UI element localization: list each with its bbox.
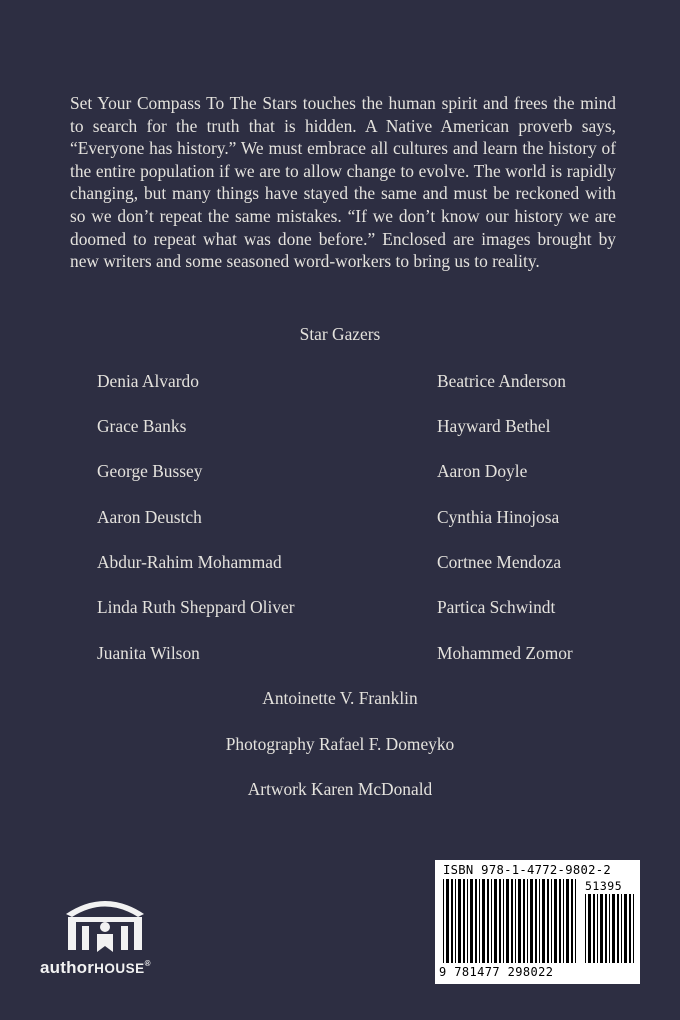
contributor-name: Cortnee Mendoza xyxy=(437,552,562,572)
contributor-name: Aaron Doyle xyxy=(437,461,528,481)
barcode-bar xyxy=(542,879,545,963)
barcode-bar xyxy=(458,879,461,963)
barcode-bar xyxy=(621,894,622,963)
barcode-bar xyxy=(518,879,521,963)
price-code-digits: 51395 xyxy=(585,879,623,893)
contributor-name: Aaron Deustch xyxy=(97,507,202,527)
editor-name: Antoinette V. Franklin xyxy=(262,688,418,708)
artwork-credit: Artwork Karen McDonald xyxy=(247,779,433,799)
barcode-bar xyxy=(523,879,525,963)
publisher-name-part1: author xyxy=(40,958,95,977)
contributor-name: Partica Schwindt xyxy=(437,597,556,617)
contributor-name: Cynthia Hinojosa xyxy=(437,507,560,527)
barcode-bar xyxy=(566,879,569,963)
barcode-bar xyxy=(446,879,449,963)
barcode-bar xyxy=(479,879,480,963)
barcode-bar xyxy=(551,879,552,963)
back-cover-blurb: Set Your Compass To The Stars touches the human spirit and frees the mind to search for the truth that is hidden. A Native American proverb says, “Everyone has history.” We must embrace all cultures and learn the history of the entire population if we are to allow change to evolve. The world is rapidly changing, but many things have stayed the same and must be reckoned with so we don’t repeat the same mistakes. “If we don’t know our history we are doomed to repeat what was done before.” Enclosed are images brought by new writers and some seasoned word-workers to bring us to reality. xyxy=(70,93,616,272)
barcode-bar xyxy=(535,879,537,963)
contributor-name: Mohammed Zomor xyxy=(437,643,573,663)
barcode-bar xyxy=(597,894,598,963)
barcode-bar xyxy=(612,894,615,963)
contributor-name: Linda Ruth Sheppard Oliver xyxy=(97,597,295,617)
contributors-heading: Star Gazers xyxy=(299,324,381,344)
barcode-bar xyxy=(547,879,549,963)
photography-credit: Photography Rafael F. Domeyko xyxy=(225,734,455,754)
barcode-bar xyxy=(633,894,634,963)
barcode-bar xyxy=(506,879,509,963)
barcode-bar xyxy=(605,894,607,963)
isbn-text: ISBN 978-1-4772-9802-2 xyxy=(443,863,612,877)
barcode-bar xyxy=(443,879,444,963)
barcode-bar xyxy=(571,879,573,963)
barcode-bar xyxy=(600,894,603,963)
barcode-bar xyxy=(559,879,561,963)
barcode-bar xyxy=(515,879,516,963)
contributor-name: Grace Banks xyxy=(97,416,187,436)
barcode-bar xyxy=(475,879,477,963)
contributor-name: Denia Alvardo xyxy=(97,371,199,391)
barcode-bar xyxy=(482,879,485,963)
ean-digits: 9 781477 298022 xyxy=(439,965,554,979)
barcode-bar xyxy=(491,879,492,963)
barcode-bar xyxy=(554,879,557,963)
contributor-name: Hayward Bethel xyxy=(437,416,551,436)
publisher-wordmark xyxy=(40,958,151,978)
publisher-name-part2: HOUSE xyxy=(94,961,145,976)
barcode-bar xyxy=(511,879,513,963)
registered-mark: ® xyxy=(144,959,151,968)
barcode-bar xyxy=(617,894,619,963)
barcode-bar xyxy=(588,894,591,963)
barcode-bar xyxy=(463,879,465,963)
barcode-bar xyxy=(609,894,610,963)
barcode-bar xyxy=(455,879,456,963)
barcode-bar xyxy=(575,879,576,963)
contributor-name: Beatrice Anderson xyxy=(437,371,566,391)
barcode-bar xyxy=(530,879,533,963)
barcode-bar xyxy=(503,879,504,963)
barcode-bar xyxy=(494,879,497,963)
barcode-bar xyxy=(487,879,489,963)
barcode-bar xyxy=(467,879,468,963)
barcode-bar xyxy=(593,894,595,963)
barcode-bar xyxy=(624,894,627,963)
barcode-bar xyxy=(527,879,528,963)
barcode-bar xyxy=(585,894,586,963)
barcode-bar xyxy=(451,879,453,963)
barcode-bar xyxy=(539,879,540,963)
isbn-barcode xyxy=(435,860,640,984)
barcode-bar xyxy=(629,894,631,963)
contributor-name: George Bussey xyxy=(97,461,203,481)
contributor-name: Abdur-Rahim Mohammad xyxy=(97,552,282,572)
barcode-bar xyxy=(499,879,501,963)
barcode-bar xyxy=(563,879,564,963)
barcode-bar xyxy=(470,879,473,963)
contributor-name: Juanita Wilson xyxy=(97,643,200,663)
